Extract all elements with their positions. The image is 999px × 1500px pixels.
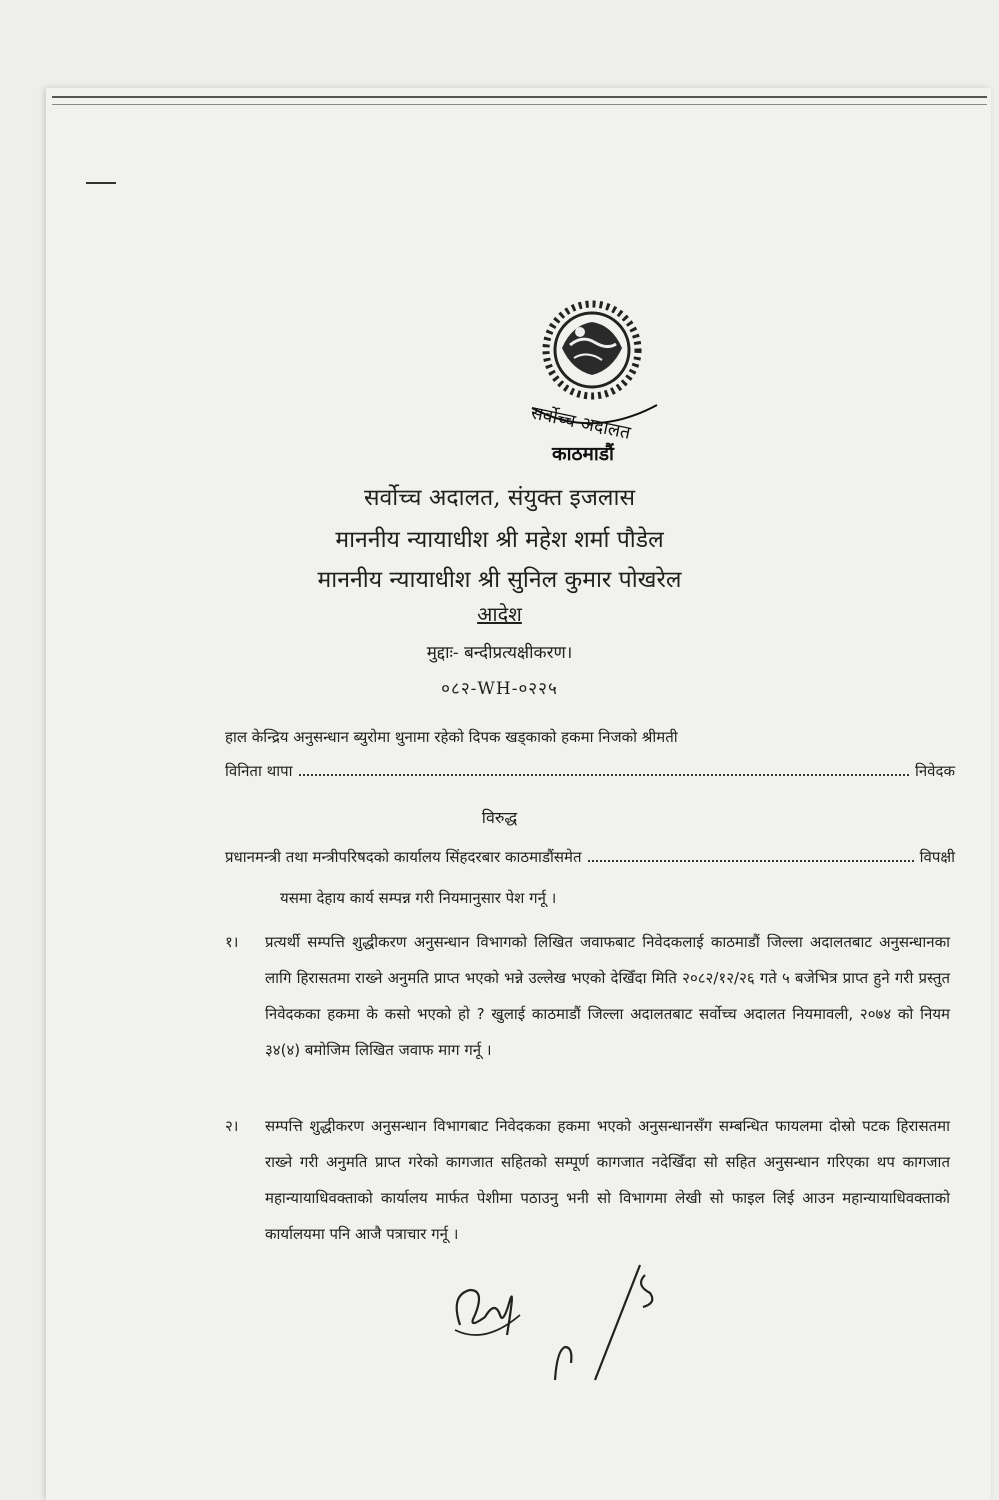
item-text: सम्पत्ति शुद्धीकरण अनुसन्धान विभागबाट निवेदकका हकमा भएको अनुसन्धानसँग सम्बन्धित फायलमा दोस्रो पटक हिरासतमा राख्ने गरी अनुमति प्राप्त गरेको कागजात सहितको सम्पूर्ण कागजात नदेखिँदा सो सहित अनुसन्धान गरिएका थप कागजात महान्यायाधिवक्ताको कार्यालय मार्फत पेशीमा पठाउनु भनी सो विभागमा लेखी सो फाइल लिई आउन महान्यायाधिवक्ताको कार्यालयमा पनि आजै पत्राचार गर्नू ।	[265, 1117, 950, 1243]
dotted-leader	[299, 773, 909, 776]
seal-text-bottom: काठमाडौं	[552, 443, 614, 465]
top-rule	[52, 96, 987, 98]
item-number: १।	[225, 933, 239, 951]
order-item	[225, 1108, 950, 1252]
seal-text-top: सर्वोच्च अदालत	[528, 402, 633, 444]
top-rule-thin	[52, 104, 987, 105]
court-seal	[512, 300, 672, 470]
case-number: ०८२-WH-०२२५	[441, 679, 558, 699]
petitioner-description: हाल केन्द्रिय अनुसन्धान ब्युरोमा थुनामा रहेको दिपक खड्काको हकमा निजको श्रीमती	[225, 728, 678, 746]
judge-signatures	[445, 1255, 665, 1395]
order-item	[225, 924, 950, 1068]
case-type: मुद्दाः- बन्दीप्रत्यक्षीकरण।	[426, 643, 573, 663]
margin-mark	[86, 182, 116, 184]
order-intro: यसमा देहाय कार्य सम्पन्न गरी नियमानुसार पेश गर्नू ।	[280, 889, 557, 907]
judge-two: माननीय न्यायाधीश श्री सुनिल कुमार पोखरेल	[317, 567, 682, 593]
document-type: आदेश	[477, 602, 522, 626]
judge-one: माननीय न्यायाधीश श्री महेश शर्मा पौडेल	[335, 527, 664, 553]
respondent-role: विपक्षी	[919, 848, 955, 866]
petitioner-block	[225, 720, 955, 788]
court-title: सर्वोच्च अदालत, संयुक्त इजलास	[363, 485, 636, 511]
petitioner-role: निवेदक	[914, 762, 955, 780]
respondent-block	[225, 840, 955, 874]
dotted-leader	[588, 859, 914, 862]
respondent-name: प्रधानमन्त्री तथा मन्त्रीपरिषदको कार्यालय सिंहदरबार काठमाडौंसमेत	[225, 848, 582, 866]
item-text: प्रत्यर्थी सम्पत्ति शुद्धीकरण अनुसन्धान विभागको लिखित जवाफबाट निवेदकलाई काठमाडौं जिल्ला अदालतबाट अनुसन्धानका लागि हिरासतमा राख्ने अनुमति प्राप्त भएको भन्ने उल्लेख भएको देखिँदा मिति २०८२/१२/२६ गते ५ बजेभित्र प्राप्त हुने गरी प्रस्तुत निवेदकका हकमा के कसो भएको हो ? खुलाई काठमाडौं जिल्ला अदालतबाट सर्वोच्च अदालत नियमावली, २०७४ को नियम ३४(४) बमोजिम लिखित जवाफ माग गर्नू ।	[265, 933, 950, 1059]
item-number: २।	[225, 1117, 239, 1135]
versus-label: विरुद्ध	[481, 808, 518, 827]
petitioner-name: विनिता थापा	[225, 762, 293, 780]
